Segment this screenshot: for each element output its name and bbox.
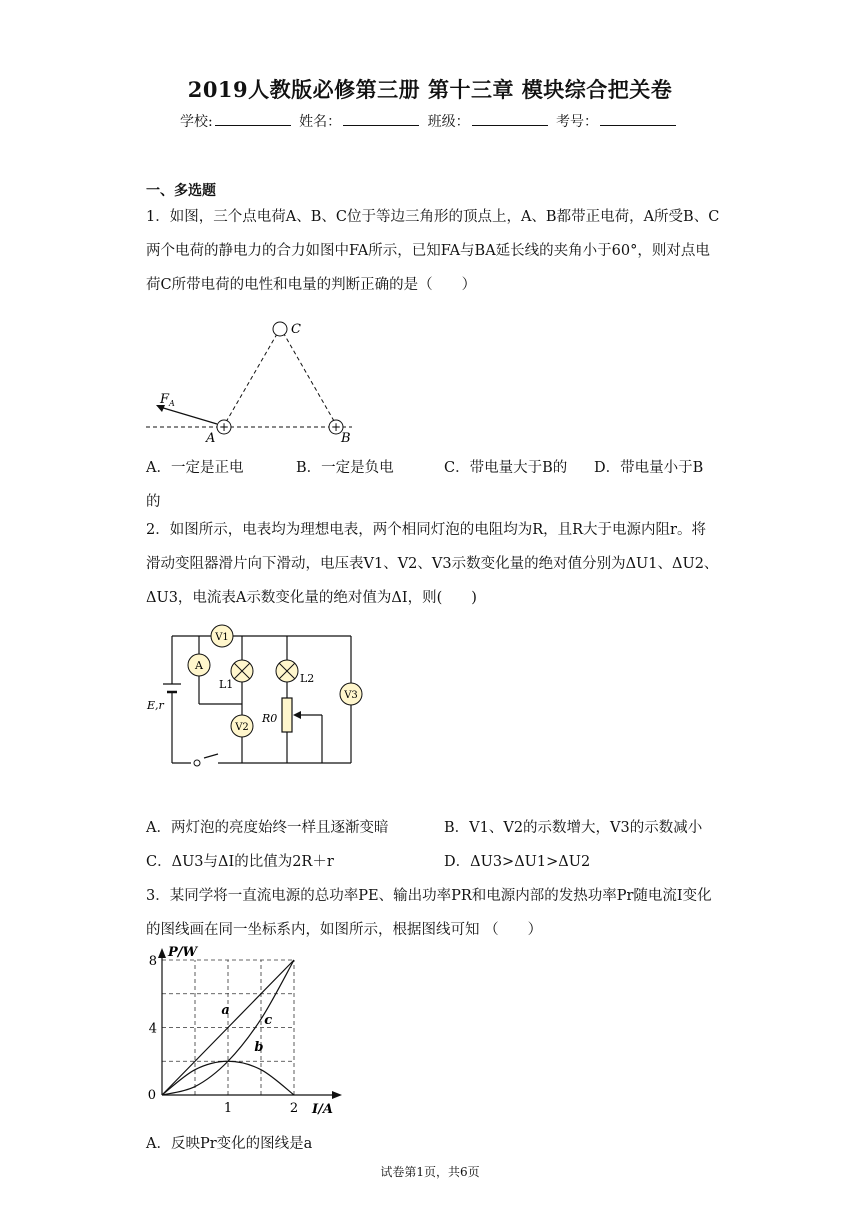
school-blank <box>215 113 291 126</box>
q2-option-c[interactable]: C．ΔU3与ΔI的比值为2R＋r <box>146 854 334 870</box>
question-2-text: 2．如图所示，电表均为理想电表，两个相同灯泡的电阻均为R，且R大于电源内阻r。将滑动变阻器滑片向下滑动，电压表V1、V2、V3示数变化量的绝对值分别为ΔU1、ΔU2、ΔU3，电流表A示数变化量的绝对值为ΔI，则( ) <box>146 522 719 606</box>
l2-label: L2 <box>300 672 315 685</box>
class-label: 班级： <box>427 114 470 130</box>
v2-label: V2 <box>235 722 249 733</box>
name-blank <box>343 113 419 126</box>
class-blank <box>472 113 548 126</box>
y-axis-label: P/W <box>168 945 198 960</box>
label-b: B <box>341 431 351 446</box>
l1-label: L1 <box>219 678 234 691</box>
x-tick-label: 0 <box>147 1088 156 1103</box>
q1-option-c[interactable]: C．带电量大于B的 <box>444 460 568 476</box>
circuit-figure <box>146 626 376 771</box>
name-label: 姓名： <box>299 114 342 130</box>
v1-label: V1 <box>215 632 229 643</box>
label-a: A <box>206 431 216 446</box>
q1-option-b[interactable]: B．一定是负电 <box>296 460 394 476</box>
x-tick-label: 1 <box>223 1101 233 1116</box>
power-current-chart <box>140 940 350 1115</box>
switch-pivot <box>194 760 200 766</box>
y-tick-label: 4 <box>148 1021 157 1037</box>
q1-option-d[interactable]: D．带电量小于B <box>594 460 704 476</box>
question-1-text: 1．如图，三个点电荷A、B、C位于等边三角形的顶点上，A、B都带正电荷，A所受B、C两个电荷的静电力的合力如图中FA所示，已知FA与BA延长线的夹角小于60°，则对点电荷C所带电荷的电性和电量的判断正确的是（ ） <box>146 209 720 293</box>
question-3-text: 3．某同学将一直流电源的总功率PE、输出功率PR和电源内部的发热功率Pr随电流I变化的图线画在同一坐标系内，如图所示，根据图线可知 （ ） <box>146 888 712 938</box>
source-label: E,r <box>147 699 164 712</box>
y-tick-label: 8 <box>148 954 157 969</box>
x-tick-label: 2 <box>289 1101 299 1116</box>
edge-bc-dashed <box>284 334 334 421</box>
page-title: 2019人教版必修第三册 第十三章 模块综合把关卷 <box>187 77 673 102</box>
x-axis-arrow <box>332 1091 342 1099</box>
q2-option-a[interactable]: A．两灯泡的亮度始终一样且逐渐变暗 <box>146 820 389 836</box>
q1-option-a[interactable]: A．一定是正电 <box>146 460 244 476</box>
exam-no-label: 考号： <box>556 114 599 130</box>
edge-ac-dashed <box>226 334 277 422</box>
series-label-b: b <box>254 1040 264 1056</box>
y-axis-arrow <box>158 948 166 958</box>
slider-arrow <box>293 711 301 719</box>
series-label-a: a <box>221 1003 230 1018</box>
series-label-c: c <box>264 1013 273 1029</box>
school-label: 学校: <box>179 114 213 130</box>
r0-label: R0 <box>262 712 278 725</box>
triangle-charges-figure <box>146 318 366 448</box>
label-force: $F_A$ <box>160 392 175 408</box>
q2-option-d[interactable]: D．ΔU3>ΔU1>ΔU2 <box>444 854 591 870</box>
q2-option-b[interactable]: B．V1、V2的示数增大，V3的示数减小 <box>444 820 703 836</box>
force-arrow-line <box>160 407 217 424</box>
section-title: 一、多选题 <box>146 183 216 199</box>
label-c: C <box>291 322 301 337</box>
exam-no-blank <box>600 113 676 126</box>
v3-label: V3 <box>344 690 358 701</box>
q3-option-a[interactable]: A．反映Pr变化的图线是a <box>146 1136 313 1152</box>
student-info-row <box>0 111 860 131</box>
charge-c-circle <box>273 322 287 336</box>
charge-b-plus: + <box>330 420 342 434</box>
q1-option-d-continued: 的 <box>146 494 161 510</box>
ammeter-label: A <box>195 659 203 672</box>
x-axis-label: I/A <box>312 1102 333 1117</box>
charge-a-plus: + <box>218 420 230 434</box>
page-footer: 试卷第1页，共6页 <box>380 1165 480 1179</box>
